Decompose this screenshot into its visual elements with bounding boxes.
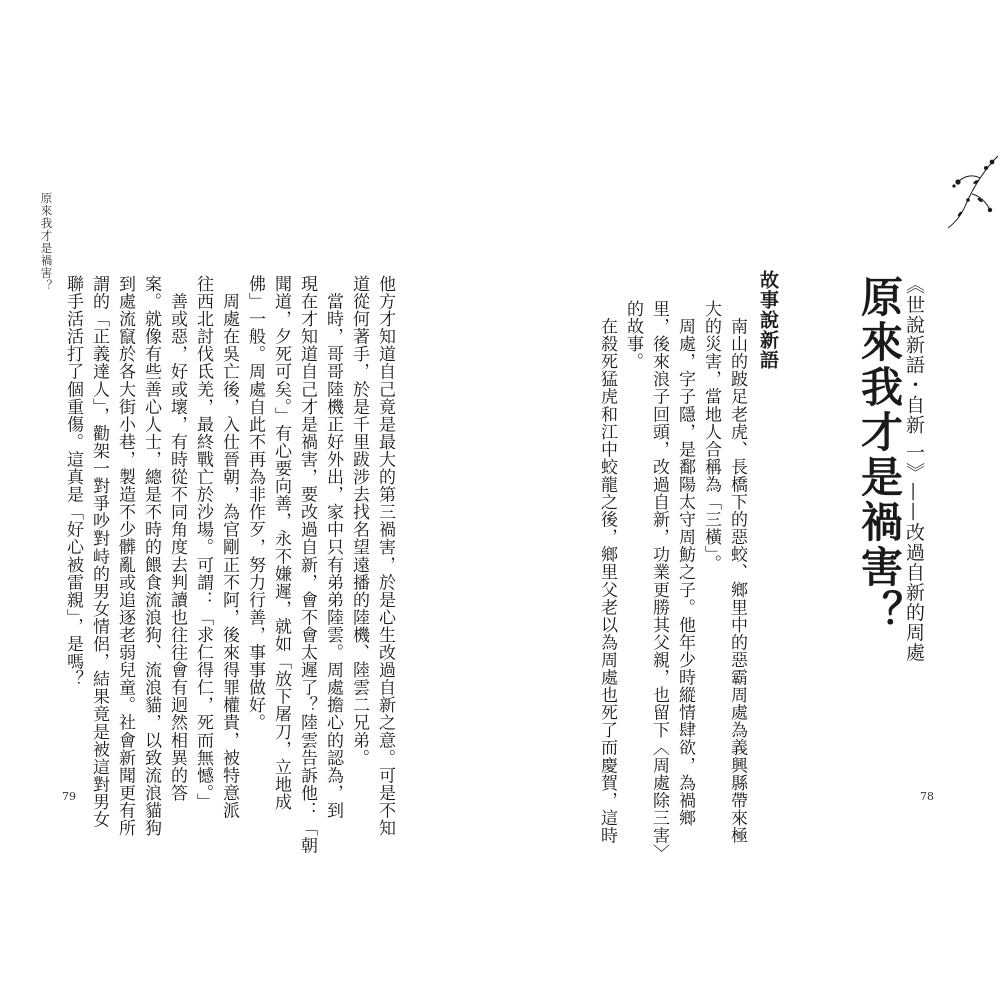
- text-column: 案。就像有些善心人士，總是不時的餵食流浪狗、流浪貓，以致流浪貓狗: [141, 275, 161, 837]
- chapter-title: 原來我才是禍害？: [855, 275, 904, 635]
- text-column: 道從何著手，於是千里跋涉去找名望遠播的陸機、陸雲二兄弟。: [349, 275, 369, 767]
- text-column: 到處流竄於各大街小巷，製造不少髒亂或追逐老弱兒童。社會新聞更有所: [115, 275, 135, 837]
- text-column: 的故事。: [623, 300, 643, 371]
- text-column: 周處，字子隱，是鄱陽太守周魴之子。他年少時縱情肆欲，為禍鄉: [675, 300, 695, 827]
- running-header: 原來我才是禍害？: [39, 192, 54, 292]
- text-column: 謂的「正義達人」，勸架一對爭吵對峙的男女情侶，結果竟是被這對男女: [89, 275, 109, 829]
- flower-branch-icon: [940, 152, 1000, 232]
- text-column: 往西北討伐氐羌，最終戰亡於沙場。可謂：「求仁得仁，死而無憾。」: [193, 275, 213, 811]
- text-column: 周處在吳亡後，入仕晉朝，為官剛正不阿，後來得罪權貴，被特意派: [219, 275, 239, 820]
- text-column: 他方才知道自己竟是最大的第三禍害，於是心生改過自新之意。可是不知: [375, 275, 395, 837]
- text-column: 當時，哥哥陸機正好外出，家中只有弟弟陸雲。周處擔心的認為，到: [323, 275, 343, 820]
- text-column: 聯手活活打了個重傷。這真是「好心被雷親」，是嗎？: [63, 275, 83, 688]
- page-number-left: 79: [62, 790, 76, 803]
- text-column: 大的災害，當地人合稱為「三橫」。: [701, 300, 721, 573]
- text-column: 現在才知道自己才是禍害，要改過自新，會不會太遲了？陸雲告訴他：「朝: [297, 275, 317, 855]
- text-column: 在殺死猛虎和江中蛟龍之後，鄉里父老以為周處也死了而慶賀，這時: [597, 300, 617, 845]
- text-column: 里，後來浪子回頭，改過自新，功業更勝其父親，也留下〈周處除三害〉: [649, 300, 669, 862]
- section-heading: 故事說新語: [757, 270, 779, 370]
- text-column: 南山的跛足老虎、長橋下的惡蛟、鄉里中的惡霸周處為義興縣帶來極: [727, 300, 747, 845]
- chapter-subtitle: 《世說新語・自新 一》——改過自新的周處: [903, 275, 925, 663]
- text-column: 佛」一般。周處自此不再為非作歹，努力行善，事事做好。: [245, 275, 265, 732]
- page-number-right: 78: [920, 790, 934, 803]
- text-column: 善或惡，好或壞，有時從不同角度去判讀也往往會有迥然相異的答: [167, 275, 187, 802]
- text-column: 聞道，夕死可矣。」有心要向善，永不嫌遲，就如「放下屠刀，立地成: [271, 275, 291, 811]
